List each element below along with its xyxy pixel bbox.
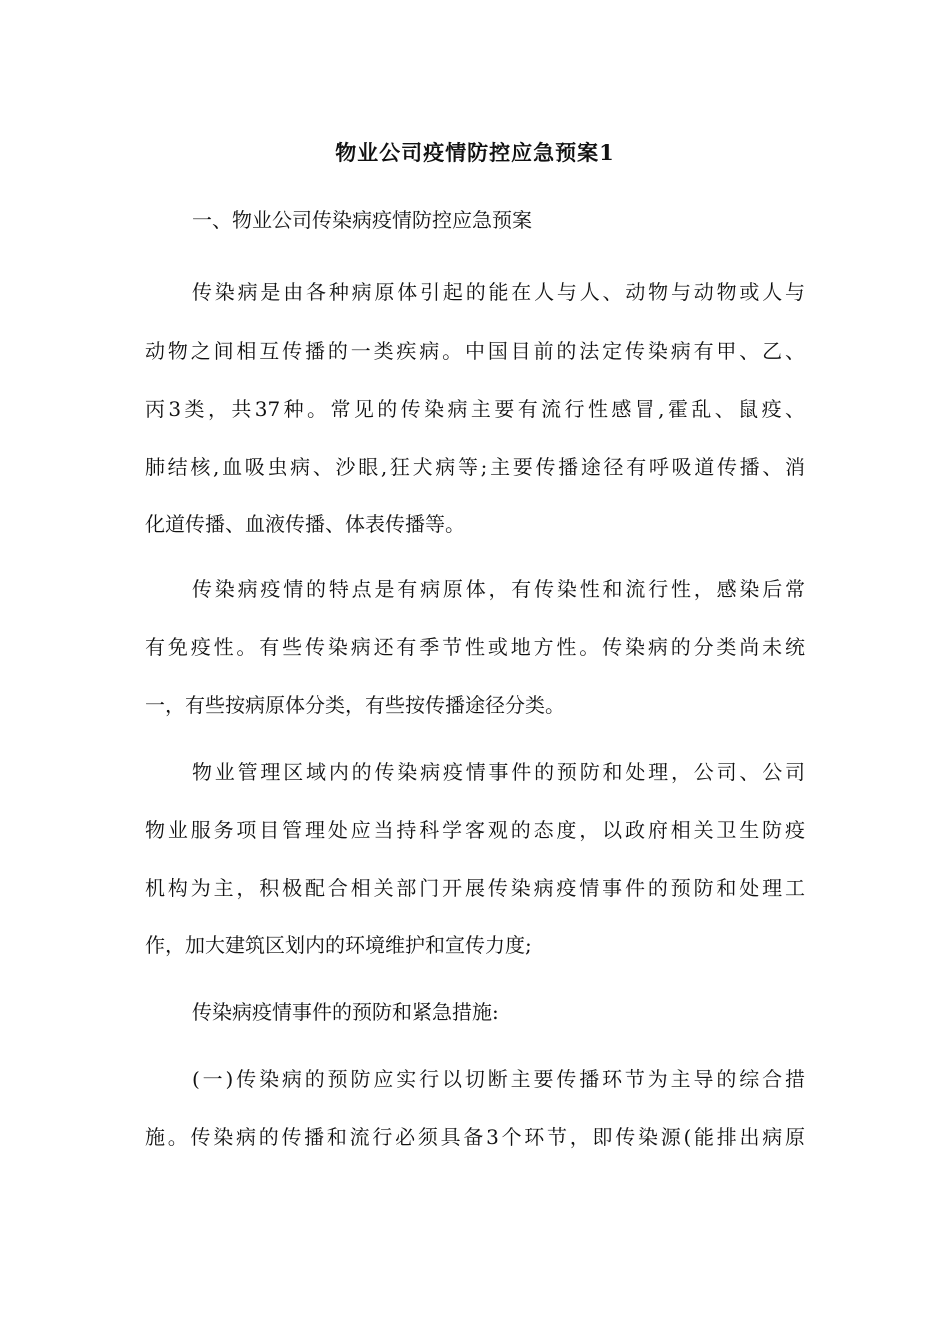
paragraph-line: 传染病是由各种病原体引起的能在人与人、动物与动物或人与 [192, 280, 805, 304]
paragraph-line: 施。传染病的传播和流行必须具备3个环节，即传染源(能排出病原 [145, 1125, 805, 1149]
paragraph-line: 作，加大建筑区划内的环境维护和宣传力度; [145, 933, 532, 957]
paragraph-line: 物业服务项目管理处应当持科学客观的态度，以政府相关卫生防疫 [145, 818, 805, 842]
paragraph-line: 化道传播、血液传播、体表传播等。 [145, 512, 465, 536]
paragraph-line: 传染病疫情的特点是有病原体，有传染性和流行性，感染后常 [192, 577, 805, 601]
paragraph-line: 一，有些按病原体分类，有些按传播途径分类。 [145, 693, 565, 717]
paragraph-line: 丙3类，共37种。常见的传染病主要有流行性感冒,霍乱、鼠疫、 [145, 397, 805, 421]
paragraph-line: (一)传染病的预防应实行以切断主要传播环节为主导的综合措 [192, 1067, 805, 1091]
paragraph-line: 传染病疫情事件的预防和紧急措施: [192, 1000, 499, 1024]
paragraph-line: 有免疫性。有些传染病还有季节性或地方性。传染病的分类尚未统 [145, 635, 805, 659]
paragraph-line: 物业管理区域内的传染病疫情事件的预防和处理，公司、公司 [192, 760, 805, 784]
paragraph-line: 机构为主，积极配合相关部门开展传染病疫情事件的预防和处理工 [145, 876, 805, 900]
document-title: 物业公司疫情防控应急预案1 [335, 140, 615, 165]
paragraph-line: 动物之间相互传播的一类疾病。中国目前的法定传染病有甲、乙、 [145, 339, 805, 363]
paragraph-line: 肺结核,血吸虫病、沙眼,狂犬病等;主要传播途径有呼吸道传播、消 [145, 455, 805, 479]
section-heading: 一、物业公司传染病疫情防控应急预案 [192, 208, 532, 232]
